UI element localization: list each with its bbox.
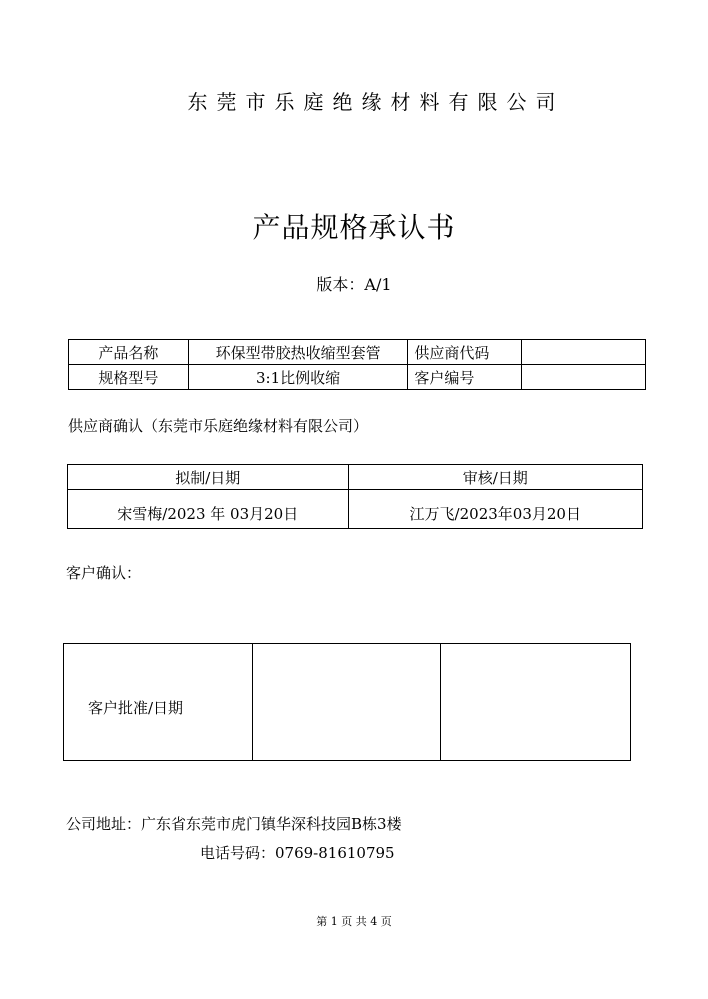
- customer-approval-label: 客户批准/日期: [64, 644, 253, 761]
- review-date-value: 江万飞/2023年03月20日: [348, 490, 643, 529]
- supplier-code-value: [522, 340, 646, 365]
- table-row: [68, 490, 643, 529]
- table-row: [69, 340, 646, 365]
- product-name-label: 产品名称: [69, 340, 189, 365]
- customer-confirm-heading: 客户确认：: [66, 564, 142, 582]
- customer-no-label: 客户编号: [408, 365, 522, 390]
- review-date-header: 审核/日期: [348, 465, 643, 490]
- supplier-code-label: 供应商代码: [408, 340, 522, 365]
- version-label: 版本：A/1: [316, 275, 392, 294]
- customer-approval-table: [63, 643, 631, 761]
- document-title: 产品规格承认书: [252, 211, 456, 244]
- draft-date-header: 拟制/日期: [68, 465, 349, 490]
- draft-date-value: 宋雪梅/2023 年 03月20日: [68, 490, 349, 529]
- company-name: 东莞市乐庭绝缘材料有限公司: [187, 90, 565, 114]
- spec-model-label: 规格型号: [69, 365, 189, 390]
- customer-approval-cell: [252, 644, 441, 761]
- company-address: 公司地址：广东省东莞市虎门镇华深科技园B栋3楼: [66, 815, 402, 833]
- customer-no-value: [522, 365, 646, 390]
- table-row: [64, 644, 631, 761]
- product-info-table: [68, 339, 646, 390]
- table-row: [68, 465, 643, 490]
- supplier-confirm-heading: 供应商确认（东莞市乐庭绝缘材料有限公司）: [68, 417, 369, 435]
- approval-table: [67, 464, 643, 529]
- company-phone: 电话号码：0769-81610795: [200, 844, 395, 862]
- page-number: 第 1 页 共 4 页: [316, 915, 392, 928]
- table-row: [69, 365, 646, 390]
- customer-approval-cell: [441, 644, 631, 761]
- spec-model-value: 3:1比例收缩: [188, 365, 408, 390]
- product-name-value: 环保型带胶热收缩型套管: [188, 340, 408, 365]
